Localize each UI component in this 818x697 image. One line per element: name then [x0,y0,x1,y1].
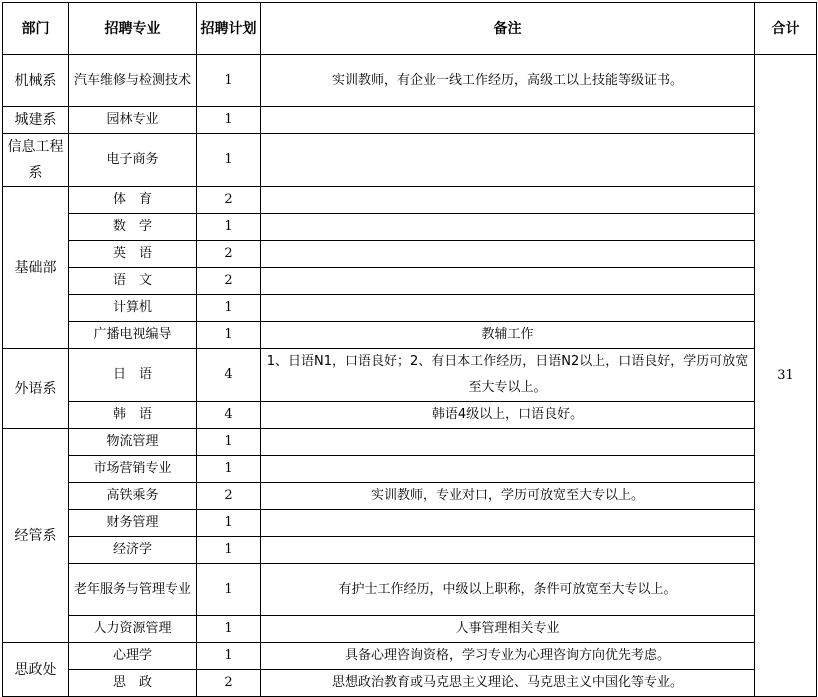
major-cell: 语 文 [69,268,197,295]
plan-cell: 1 [197,564,261,616]
remark-cell [261,107,755,134]
plan-cell: 4 [197,402,261,429]
remark-cell: 实训教师，有企业一线工作经历，高级工以上技能等级证书。 [261,55,755,107]
major-cell: 韩 语 [69,402,197,429]
recruitment-table [2,2,817,697]
plan-cell: 2 [197,187,261,214]
total-cell: 31 [755,55,817,697]
major-cell: 数 学 [69,214,197,241]
remark-cell: 教辅工作 [261,322,755,349]
table-row [3,214,817,241]
major-cell: 物流管理 [69,429,197,456]
major-cell: 电子商务 [69,134,197,187]
major-cell: 广播电视编导 [69,322,197,349]
table-row [3,295,817,322]
major-cell: 日 语 [69,349,197,402]
table-row [3,429,817,456]
remark-cell [261,429,755,456]
major-cell: 老年服务与管理专业 [69,564,197,616]
remark-cell [261,295,755,322]
table-row [3,510,817,537]
major-cell: 经济学 [69,537,197,564]
table-row [3,134,817,187]
plan-cell: 1 [197,322,261,349]
department-cell: 基础部 [3,187,69,349]
department-cell: 城建系 [3,107,69,134]
header-plan: 招聘计划 [197,3,261,55]
header-department: 部门 [3,3,69,55]
header-total: 合计 [755,3,817,55]
header-remark: 备注 [261,3,755,55]
major-cell: 人力资源管理 [69,616,197,643]
major-cell: 市场营销专业 [69,456,197,483]
major-cell: 高铁乘务 [69,483,197,510]
remark-cell: 人事管理相关专业 [261,616,755,643]
plan-cell: 1 [197,134,261,187]
department-cell: 经管系 [3,429,69,643]
table-row [3,537,817,564]
department-cell: 信息工程系 [3,134,69,187]
major-cell: 园林专业 [69,107,197,134]
major-cell: 计算机 [69,295,197,322]
table-row [3,483,817,510]
table-row [3,241,817,268]
department-cell: 机械系 [3,55,69,107]
plan-cell: 1 [197,295,261,322]
remark-cell: 1、日语N1，口语良好；2、有日本工作经历，日语N2以上，口语良好，学历可放宽至大专以上。 [261,349,755,402]
table-row [3,643,817,670]
plan-cell: 1 [197,55,261,107]
plan-cell: 1 [197,107,261,134]
remark-cell: 具备心理咨询资格，学习专业为心理咨询方向优先考虑。 [261,643,755,670]
header-major: 招聘专业 [69,3,197,55]
plan-cell: 1 [197,510,261,537]
major-cell: 体 育 [69,187,197,214]
remark-cell [261,268,755,295]
table-row [3,616,817,643]
table-row [3,268,817,295]
table-row [3,107,817,134]
major-cell: 英 语 [69,241,197,268]
table-row [3,187,817,214]
table-row [3,322,817,349]
remark-cell: 思想政治教育或马克思主义理论、马克思主义中国化等专业。 [261,670,755,697]
table-row [3,670,817,697]
plan-cell: 2 [197,483,261,510]
plan-cell: 1 [197,429,261,456]
remark-cell [261,537,755,564]
remark-cell: 韩语4级以上，口语良好。 [261,402,755,429]
major-cell: 思 政 [69,670,197,697]
table-row [3,402,817,429]
remark-cell [261,187,755,214]
remark-cell: 实训教师，专业对口，学历可放宽至大专以上。 [261,483,755,510]
plan-cell: 4 [197,349,261,402]
plan-cell: 1 [197,537,261,564]
remark-cell [261,510,755,537]
plan-cell: 1 [197,456,261,483]
plan-cell: 1 [197,616,261,643]
remark-cell [261,214,755,241]
remark-cell [261,241,755,268]
plan-cell: 1 [197,643,261,670]
major-cell: 财务管理 [69,510,197,537]
major-cell: 心理学 [69,643,197,670]
table-row [3,55,817,107]
plan-cell: 2 [197,268,261,295]
department-cell: 思政处 [3,643,69,697]
remark-cell: 有护士工作经历，中级以上职称，条件可放宽至大专以上。 [261,564,755,616]
table-row [3,564,817,616]
remark-cell [261,134,755,187]
plan-cell: 1 [197,214,261,241]
table-row [3,349,817,402]
plan-cell: 2 [197,241,261,268]
major-cell: 汽车维修与检测技术 [69,55,197,107]
table-row [3,456,817,483]
remark-cell [261,456,755,483]
department-cell: 外语系 [3,349,69,429]
plan-cell: 2 [197,670,261,697]
